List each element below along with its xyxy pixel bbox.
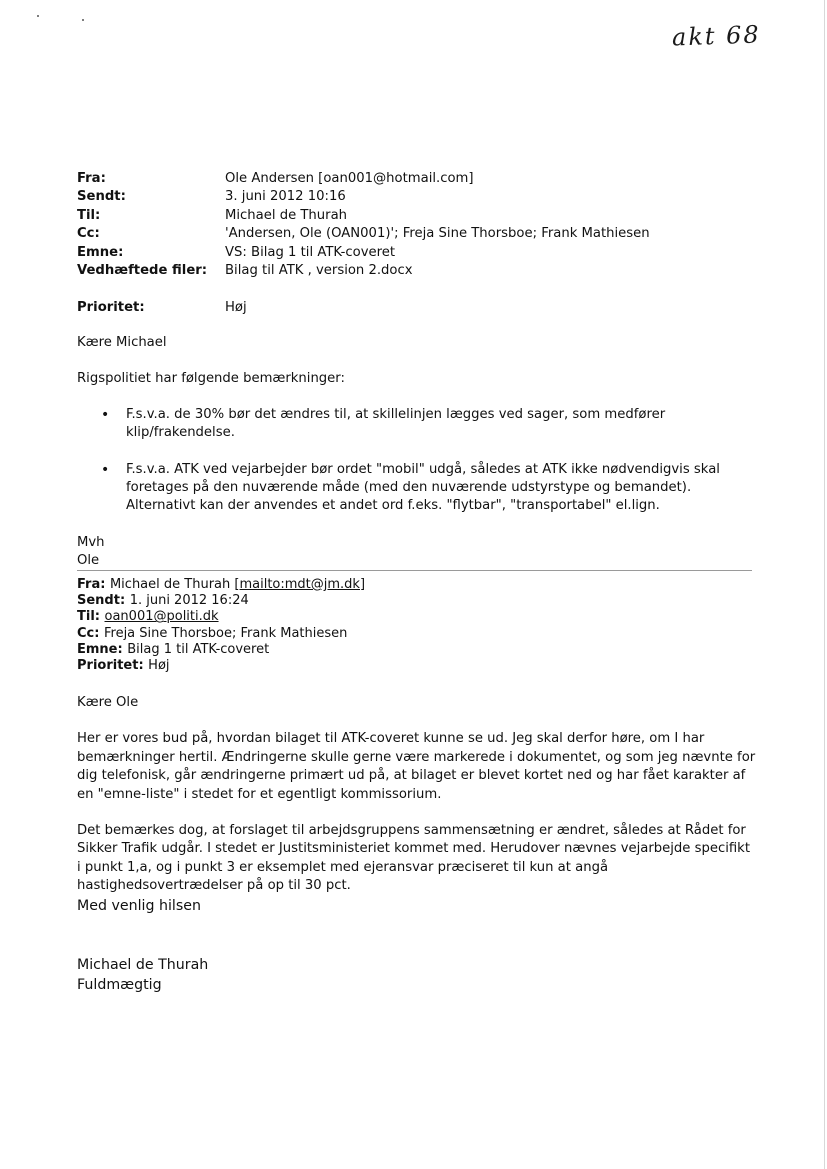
header-value: Freja Sine Thorsboe; Frank Mathiesen xyxy=(103,625,348,641)
closing: Mvh xyxy=(77,534,105,550)
header-label: Til: xyxy=(77,609,105,625)
message-body-original xyxy=(77,694,757,914)
header-label: Vedhæftede filer: xyxy=(77,263,208,279)
priority-value: Høj xyxy=(225,299,247,315)
forwarded-cc xyxy=(77,626,365,642)
header-value: 'Andersen, Ole (OAN001)'; Freja Sine Thorsboe; Frank Mathiesen xyxy=(225,226,650,242)
scan-speck xyxy=(37,15,39,17)
header-label: Emne: xyxy=(77,641,128,657)
header-value: Michael de Thurah xyxy=(225,207,348,223)
email-link[interactable]: oan001@politi.dk xyxy=(104,609,219,625)
forwarded-from xyxy=(77,577,365,593)
list-item: • F.s.v.a. de 30% bør det ændres til, at skillelinjen lægges ved sager, som medfører klip/frakendelse. xyxy=(77,406,757,443)
header-value: Høj xyxy=(148,658,170,674)
header-row-to xyxy=(77,207,650,225)
message-divider xyxy=(77,570,752,571)
paragraph: Her er vores bud på, hvordan bilaget til ATK-coveret kunne se ud. Jeg skal derfor høre, om I har bemærkninger hertil. Ændringerne skulle gerne være markerede i dokumentet, og som jeg nævnte for dig telefonisk, går ændringerne primært ud på, at bilaget er blevet kortet ned og har fået karakter af en "emne-liste" i stedet for et egentligt kommissorium. xyxy=(77,731,756,802)
header-label: Sendt: xyxy=(77,189,126,205)
signature-name: Michael de Thurah xyxy=(77,957,209,973)
signature-title: Fuldmægtig xyxy=(77,977,162,993)
handwritten-case-number: akt 68 xyxy=(671,20,762,52)
header-value: 1. juni 2012 16:24 xyxy=(129,593,249,609)
signature-block xyxy=(77,955,208,995)
forwarded-priority xyxy=(77,658,365,674)
email-header xyxy=(77,170,650,317)
header-label: Cc: xyxy=(77,625,104,641)
header-label: Fra: xyxy=(77,171,106,186)
header-label: Fra: xyxy=(77,577,110,592)
header-row-attachments xyxy=(77,262,650,280)
header-row-priority xyxy=(77,299,650,317)
mailto-link[interactable]: [mailto:mdt@jm.dk] xyxy=(234,577,366,592)
header-label: Prioritet: xyxy=(77,658,149,674)
header-label: Prioritet: xyxy=(77,299,145,315)
header-value: 3. juni 2012 10:16 xyxy=(225,189,346,205)
scan-edge-line xyxy=(824,0,825,1169)
remarks-list xyxy=(77,406,757,516)
header-row-cc xyxy=(77,225,650,243)
list-item: • F.s.v.a. ATK ved vejarbejder bør ordet "mobil" udgå, således at ATK ikke nødvendigvis skal foretages på den nuværende måde (med den nuværende udstyrstype og bemandet). Alternativt kan der anvendes et andet ord f.eks. "flytbar", "transportabel" el.lign. xyxy=(77,461,757,516)
header-row-from xyxy=(77,170,650,188)
greeting: Kære Michael xyxy=(77,335,167,350)
forwarded-subject xyxy=(77,642,365,658)
header-value: VS: Bilag 1 til ATK-coveret xyxy=(225,244,396,260)
greeting: Kære Ole xyxy=(77,695,139,710)
forwarded-sent xyxy=(77,593,365,609)
header-label: Til: xyxy=(77,207,101,223)
header-label: Cc: xyxy=(77,226,100,242)
signature: Ole xyxy=(77,553,100,569)
message-body-reply xyxy=(77,334,757,571)
forwarded-to xyxy=(77,609,365,625)
scan-speck xyxy=(82,19,84,21)
header-value: Michael de Thurah xyxy=(109,577,235,592)
header-label: Emne: xyxy=(77,244,124,260)
paragraph: Det bemærkes dog, at forslaget til arbejdsgruppens sammensætning er ændret, således at Rådet for Sikker Trafik udgår. I stedet er Justitsministeriet kommet med. Herudover nævnes vejarbejde specifikt i punkt 1,a, og i punkt 3 er eksemplet med ejeransvar præciseret til kun at angå hastighedsovertrædelser på op til 30 pct. xyxy=(77,823,750,894)
header-value: Bilag 1 til ATK-coveret xyxy=(127,641,270,657)
closing: Med venlig hilsen xyxy=(77,898,201,914)
header-label: Sendt: xyxy=(77,593,130,609)
intro-paragraph: Rigspolitiet har følgende bemærkninger: xyxy=(77,371,345,387)
header-value: Ole Andersen [oan001@hotmail.com] xyxy=(225,171,474,186)
header-row-sent xyxy=(77,188,650,206)
header-row-subject xyxy=(77,244,650,262)
attachment-filename: Bilag til ATK , version 2.docx xyxy=(225,263,413,279)
forwarded-header xyxy=(77,577,365,674)
